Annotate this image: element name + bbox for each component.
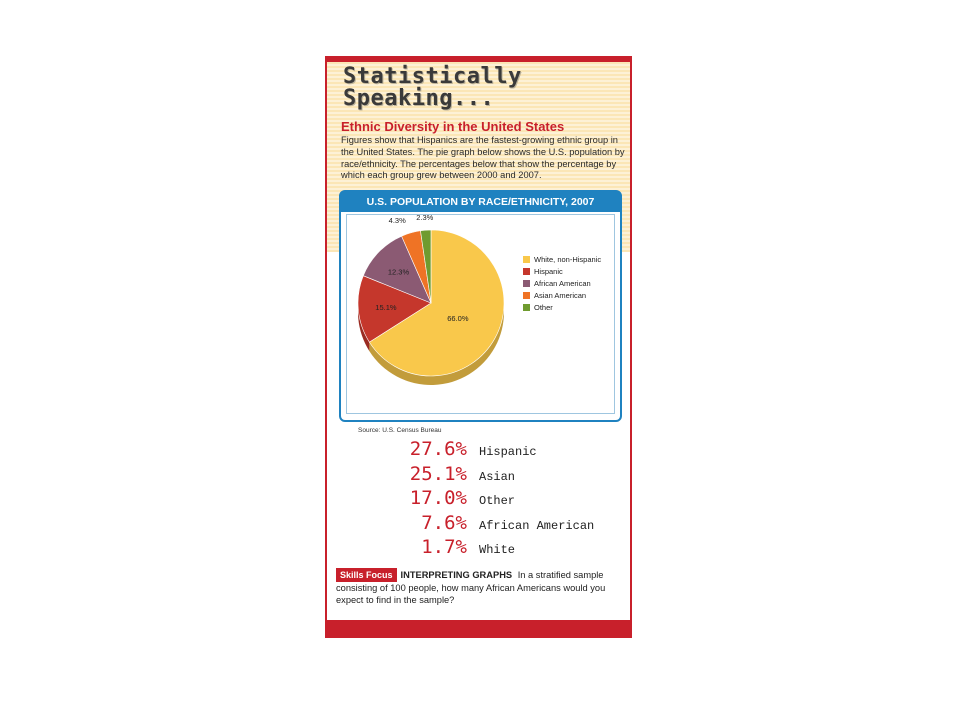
pie-label-3: 4.3% [388, 216, 406, 226]
pie-chart [347, 215, 618, 417]
growth-percent: 17.0% [409, 487, 467, 509]
legend-item-1 [523, 265, 601, 277]
legend-swatch-0 [523, 256, 530, 263]
chart-box [339, 190, 622, 434]
subtitle: Ethnic Diversity in the United States [341, 119, 565, 134]
intro-text: Figures show that Hispanics are the fastest-growing ethnic group in the United States. The pie graph below shows the U.S. population by race/ethnicity. The percentages below that show the percentage by which each group grew between 2000 and 2007. [341, 135, 625, 181]
skills-focus [336, 568, 626, 606]
legend-item-3 [523, 289, 601, 301]
growth-group: Other [479, 494, 516, 508]
legend-swatch-4 [523, 304, 530, 311]
legend-item-2 [523, 277, 601, 289]
bottom-bar [327, 620, 630, 638]
legend-label-4: Other [534, 302, 553, 312]
growth-group: Asian [479, 469, 516, 484]
skills-badge: Skills Focus [336, 568, 397, 582]
chart-legend [523, 253, 601, 313]
card-title [343, 66, 522, 110]
legend-swatch-2 [523, 280, 530, 287]
legend-label-0: White, non-Hispanic [534, 254, 602, 264]
legend-item-0 [523, 253, 601, 265]
legend-swatch-3 [523, 292, 530, 299]
skills-question: In a stratified sample consisting of 100 people, how many African Americans would you expect to find in the sample? [336, 570, 606, 605]
pie-label-0: 66.0% [447, 313, 469, 323]
growth-group: Hispanic [479, 445, 537, 459]
skills-heading: INTERPRETING GRAPHS [400, 570, 513, 580]
statistics-card [325, 56, 632, 638]
chart-area [346, 213, 615, 434]
chart-title: U.S. POPULATION BY RACE/ETHNICITY, 2007 [341, 192, 620, 212]
legend-label-2: African American [534, 278, 591, 288]
growth-row-4 [387, 536, 594, 561]
title-line-1: Statistically [343, 64, 522, 89]
growth-row-1 [387, 463, 594, 488]
pie-label-1: 15.1% [375, 303, 397, 313]
growth-percent: 25.1% [409, 462, 467, 485]
legend-label-1: Hispanic [534, 266, 563, 276]
growth-row-3 [387, 512, 594, 537]
pie-label-4: 2.3% [416, 213, 434, 223]
growth-group: White [479, 543, 516, 557]
growth-row-2 [387, 487, 594, 512]
title-line-2: Speaking... [343, 86, 495, 111]
legend-label-3: Asian American [534, 290, 587, 300]
legend-item-4 [523, 301, 601, 313]
growth-percent: 27.6% [409, 438, 467, 460]
growth-group: African American [479, 518, 595, 533]
growth-percent: 1.7% [421, 536, 467, 558]
pie-label-2: 12.3% [387, 267, 410, 277]
chart-source: Source: U.S. Census Bureau [358, 427, 442, 434]
legend-swatch-1 [523, 268, 530, 275]
growth-list [387, 438, 594, 561]
growth-row-0 [387, 438, 594, 463]
growth-percent: 7.6% [421, 511, 467, 534]
